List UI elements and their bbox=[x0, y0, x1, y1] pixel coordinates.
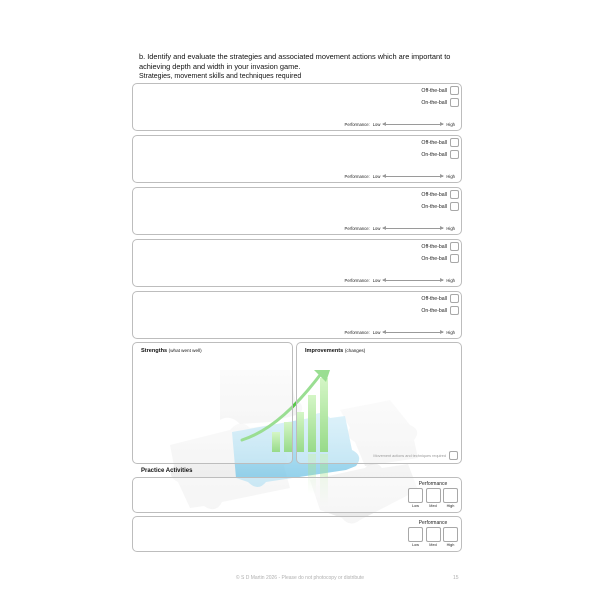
double-arrow-icon bbox=[383, 176, 443, 177]
high-label: High bbox=[446, 226, 455, 231]
performance-scale bbox=[345, 174, 455, 179]
performance-label: Performance: bbox=[344, 278, 370, 283]
double-arrow-icon bbox=[383, 332, 443, 333]
off-the-ball-checkbox[interactable] bbox=[450, 138, 459, 147]
performance-label: Performance: bbox=[344, 226, 370, 231]
on-the-ball-checkbox[interactable] bbox=[450, 98, 459, 107]
rating-med-box[interactable] bbox=[426, 527, 441, 542]
performance-title: Performance bbox=[418, 520, 448, 526]
improvements-label: Improvements bbox=[305, 348, 344, 354]
high-label: High bbox=[446, 174, 455, 179]
on-the-ball-label: On-the-ball bbox=[421, 307, 447, 314]
copyright-footer: © S D Martin 2026 - Please do not photocopy or distribute bbox=[235, 575, 365, 581]
double-arrow-icon bbox=[383, 228, 443, 229]
strategy-box-5[interactable] bbox=[132, 291, 462, 339]
on-the-ball-row bbox=[421, 201, 459, 212]
off-the-ball-checkbox[interactable] bbox=[450, 294, 459, 303]
page-number: 15 bbox=[453, 575, 459, 581]
section-label: Strategies, movement skills and techniques required bbox=[139, 73, 302, 80]
performance-scale bbox=[345, 278, 455, 283]
on-the-ball-label: On-the-ball bbox=[421, 99, 447, 106]
movement-actions-row bbox=[373, 451, 458, 460]
on-the-ball-row bbox=[421, 97, 459, 108]
double-arrow-icon bbox=[383, 124, 443, 125]
movement-actions-label: Movement actions and techniques required bbox=[373, 453, 446, 458]
high-label: High bbox=[446, 278, 455, 283]
rating-high-label: High bbox=[446, 504, 455, 508]
rating-med-box[interactable] bbox=[426, 488, 441, 503]
off-the-ball-row bbox=[421, 293, 459, 304]
movement-actions-checkbox[interactable] bbox=[449, 451, 458, 460]
improvements-title bbox=[305, 348, 365, 354]
strengths-panel[interactable] bbox=[132, 342, 293, 464]
on-the-ball-checkbox[interactable] bbox=[450, 306, 459, 315]
question-text: b. Identify and evaluate the strategies and associated movement actions which are important to achieving depth and width in your invasion game. bbox=[139, 52, 451, 71]
rating-low-box[interactable] bbox=[408, 527, 423, 542]
off-the-ball-label: Off-the-ball bbox=[421, 87, 447, 94]
performance-scale bbox=[345, 122, 455, 127]
on-the-ball-row bbox=[421, 149, 459, 160]
rating-med-label: Med bbox=[429, 543, 437, 547]
strategy-box-4[interactable] bbox=[132, 239, 462, 287]
off-the-ball-row bbox=[421, 189, 459, 200]
performance-label: Performance: bbox=[344, 174, 370, 179]
performance-title: Performance bbox=[418, 481, 448, 487]
low-label: Low bbox=[372, 174, 381, 179]
off-the-ball-label: Off-the-ball bbox=[421, 243, 447, 250]
off-the-ball-checkbox[interactable] bbox=[450, 242, 459, 251]
performance-rating bbox=[408, 520, 458, 547]
on-the-ball-row bbox=[421, 253, 459, 264]
low-label: Low bbox=[372, 330, 381, 335]
off-the-ball-row bbox=[421, 137, 459, 148]
off-the-ball-row bbox=[421, 241, 459, 252]
low-label: Low bbox=[372, 122, 381, 127]
performance-label: Performance: bbox=[344, 122, 370, 127]
practice-box-1[interactable] bbox=[132, 477, 462, 513]
strengths-title bbox=[141, 348, 202, 354]
strengths-subtitle: (what went well) bbox=[168, 348, 202, 353]
rating-high-box[interactable] bbox=[443, 527, 458, 542]
rating-high-box[interactable] bbox=[443, 488, 458, 503]
on-the-ball-label: On-the-ball bbox=[421, 255, 447, 262]
practice-box-2[interactable] bbox=[132, 516, 462, 552]
strengths-label: Strengths bbox=[141, 348, 168, 354]
off-the-ball-checkbox[interactable] bbox=[450, 190, 459, 199]
on-the-ball-label: On-the-ball bbox=[421, 203, 447, 210]
off-the-ball-label: Off-the-ball bbox=[421, 191, 447, 198]
off-the-ball-label: Off-the-ball bbox=[421, 295, 447, 302]
on-the-ball-checkbox[interactable] bbox=[450, 254, 459, 263]
strategy-box-1[interactable] bbox=[132, 83, 462, 131]
on-the-ball-row bbox=[421, 305, 459, 316]
low-label: Low bbox=[372, 278, 381, 283]
strategy-box-3[interactable] bbox=[132, 187, 462, 235]
improvements-subtitle: (changes) bbox=[344, 348, 366, 353]
performance-label: Performance: bbox=[344, 330, 370, 335]
double-arrow-icon bbox=[383, 280, 443, 281]
rating-low-label: Low bbox=[412, 543, 419, 547]
improvements-panel[interactable] bbox=[296, 342, 462, 464]
off-the-ball-row bbox=[421, 85, 459, 96]
performance-scale bbox=[345, 330, 455, 335]
low-label: Low bbox=[372, 226, 381, 231]
rating-med-label: Med bbox=[429, 504, 437, 508]
on-the-ball-checkbox[interactable] bbox=[450, 202, 459, 211]
high-label: High bbox=[446, 122, 455, 127]
off-the-ball-label: Off-the-ball bbox=[421, 139, 447, 146]
practice-activities-label: Practice Activities bbox=[141, 468, 193, 474]
rating-low-label: Low bbox=[412, 504, 419, 508]
rating-high-label: High bbox=[446, 543, 455, 547]
performance-scale bbox=[345, 226, 455, 231]
on-the-ball-label: On-the-ball bbox=[421, 151, 447, 158]
on-the-ball-checkbox[interactable] bbox=[450, 150, 459, 159]
performance-rating bbox=[408, 481, 458, 508]
strategy-box-2[interactable] bbox=[132, 135, 462, 183]
high-label: High bbox=[446, 330, 455, 335]
rating-low-box[interactable] bbox=[408, 488, 423, 503]
off-the-ball-checkbox[interactable] bbox=[450, 86, 459, 95]
